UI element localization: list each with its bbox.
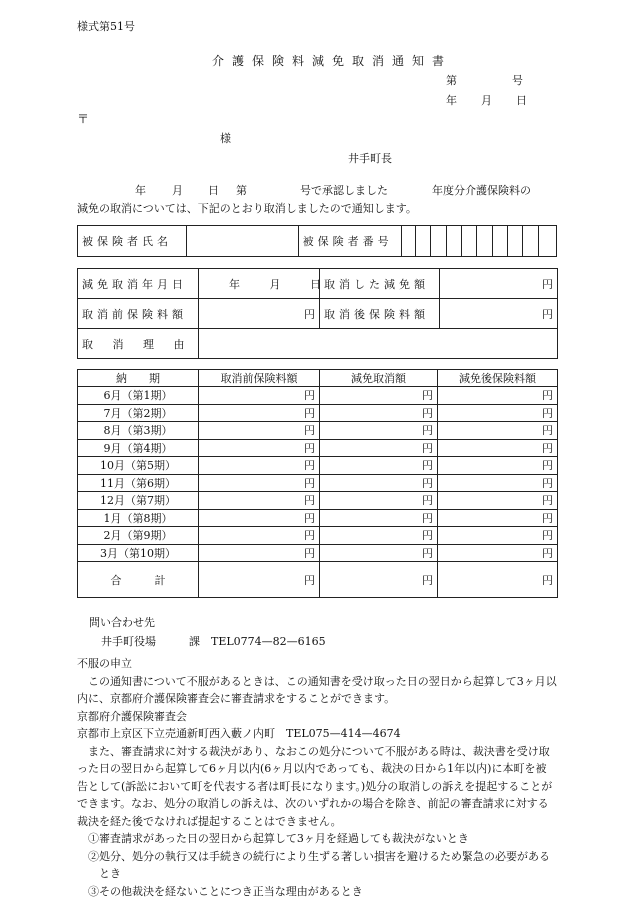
table-row: [78, 387, 558, 405]
amount-cell[interactable]: [438, 474, 558, 492]
yen-unit: 円: [304, 494, 315, 508]
amount-cell[interactable]: [320, 509, 438, 527]
total-label: 合 計: [78, 562, 199, 598]
cancel-date-month: 月: [269, 277, 281, 291]
amount-cell[interactable]: [438, 439, 558, 457]
yen-unit: 円: [304, 529, 315, 543]
insured-number-digit[interactable]: [446, 226, 461, 257]
amount-cell[interactable]: [199, 509, 320, 527]
yen-unit: 円: [422, 494, 433, 508]
yen-unit: 円: [304, 459, 315, 473]
period-label: 1月（第8期）: [78, 509, 199, 527]
yen-unit: 円: [422, 476, 433, 490]
yen-unit: 円: [422, 573, 433, 587]
total-row: [78, 562, 558, 598]
after-amount-value[interactable]: [440, 299, 558, 329]
amount-cell[interactable]: [438, 509, 558, 527]
amount-cell[interactable]: [199, 422, 320, 440]
cancelled-amount-value[interactable]: [440, 269, 558, 299]
document-title: 介護保険料減免取消通知書: [212, 54, 453, 68]
amount-cell[interactable]: [438, 492, 558, 510]
cancel-header: 減免取消額: [320, 370, 438, 387]
periods-table: [77, 369, 558, 598]
before-amount-value[interactable]: [199, 299, 320, 329]
yen-unit: 円: [422, 529, 433, 543]
date-month: 月: [481, 94, 492, 107]
amount-cell[interactable]: [320, 422, 438, 440]
total-cell[interactable]: [320, 562, 438, 598]
yen-unit: 円: [542, 546, 553, 560]
table-row: [78, 404, 558, 422]
insured-name-value[interactable]: [187, 226, 298, 257]
doc-number-prefix: 第: [446, 74, 457, 87]
amount-cell[interactable]: [438, 544, 558, 562]
yen-unit: 円: [304, 389, 315, 403]
cancel-date-label: 減免取消年月日: [78, 269, 199, 299]
period-label: 9月（第4期）: [78, 439, 199, 457]
intro-year: 年: [135, 184, 146, 197]
appeal-item-2: ②処分、処分の執行又は手続きの続行により生ずる著しい損害を避けるため緊急の必要があるとき: [88, 849, 550, 880]
amount-cell[interactable]: [320, 527, 438, 545]
after-header: 減免後保険料額: [438, 370, 558, 387]
intro-no-suffix: 号で承認しました: [300, 184, 388, 197]
appeal-heading: 不服の申立: [77, 657, 132, 670]
yen-unit: 円: [422, 389, 433, 403]
info-table: [77, 268, 558, 359]
total-cell[interactable]: [199, 562, 320, 598]
period-label: 7月（第2期）: [78, 404, 199, 422]
table-row: [78, 509, 558, 527]
amount-cell[interactable]: [438, 387, 558, 405]
reason-value[interactable]: [199, 329, 558, 359]
insured-number-digit[interactable]: [523, 226, 538, 257]
form-number: 様式第51号: [77, 20, 135, 33]
amount-cell[interactable]: [438, 527, 558, 545]
yen-unit: 円: [304, 406, 315, 420]
date-day: 日: [516, 94, 527, 107]
table-row: [78, 527, 558, 545]
amount-cell[interactable]: [199, 457, 320, 475]
cancel-date-value[interactable]: [199, 269, 320, 299]
appeal-para2: また、審査請求に対する裁決があり、なおこの処分について不服がある時は、裁決書を受け取った日の翌日から起算して6ヶ月以内(6ヶ月以内であっても、裁決の日から1年以内)に本町を被告として(訴訟において町を代表する者は町長になります。)処分の取消しの訴えを提起することができます。なお、処分の取消しの訴えは、次のいずれかの場合を除き、前記の審査請求に対する裁決を経た後でなければ提起することはできません。: [77, 744, 553, 828]
insured-number-digit[interactable]: [477, 226, 492, 257]
amount-cell[interactable]: [438, 422, 558, 440]
period-label: 11月（第6期）: [78, 474, 199, 492]
period-label: 10月（第5期）: [78, 457, 199, 475]
period-label: 3月（第10期）: [78, 544, 199, 562]
yen-unit: 円: [422, 406, 433, 420]
period-label: 12月（第7期）: [78, 492, 199, 510]
appeal-council: 京都府介護保険審査会: [77, 709, 187, 723]
amount-cell[interactable]: [199, 474, 320, 492]
amount-cell[interactable]: [438, 457, 558, 475]
before-header: 取消前保険料額: [199, 370, 320, 387]
cancel-date-year: 年: [229, 277, 240, 291]
issuer: 井手町長: [348, 152, 392, 165]
yen-unit: 円: [304, 511, 315, 525]
insured-number-digit[interactable]: [492, 226, 507, 257]
yen-unit: 円: [304, 441, 315, 455]
amount-cell[interactable]: [320, 457, 438, 475]
yen-unit: 円: [542, 389, 553, 403]
yen-unit: 円: [542, 494, 553, 508]
yen-unit: 円: [304, 546, 315, 560]
amount-cell[interactable]: [320, 439, 438, 457]
appeal-para1: この通知書について不服があるときは、この通知書を受け取った日の翌日から起算して3ヶ月以内に、京都府介護保険審査会に審査請求をすることができます。: [77, 674, 557, 705]
table-row: [78, 439, 558, 457]
amount-cell[interactable]: [199, 492, 320, 510]
yen-unit: 円: [542, 511, 553, 525]
period-label: 2月（第9期）: [78, 527, 199, 545]
doc-number-suffix: 号: [512, 74, 523, 87]
insured-number-digit[interactable]: [461, 226, 476, 257]
amount-cell[interactable]: [320, 404, 438, 422]
yen-unit: 円: [542, 476, 553, 490]
amount-cell[interactable]: [199, 387, 320, 405]
total-cell[interactable]: [438, 562, 558, 598]
after-amount-label: 取消後保険料額: [320, 299, 440, 329]
yen-unit: 円: [422, 546, 433, 560]
intro-tail: 年度分介護保険料の: [432, 184, 531, 197]
period-header: 納 期: [78, 370, 199, 387]
insured-number-digit[interactable]: [538, 226, 556, 257]
yen-unit: 円: [304, 307, 315, 321]
amount-cell[interactable]: [320, 474, 438, 492]
yen-unit: 円: [422, 459, 433, 473]
intro-day: 日: [208, 184, 219, 197]
table-row: [78, 422, 558, 440]
amount-cell[interactable]: [199, 544, 320, 562]
reason-label: 取 消 理 由: [78, 329, 199, 359]
table-row: [78, 474, 558, 492]
table-row: [78, 492, 558, 510]
insured-number-label: 被保険者番号: [298, 226, 401, 257]
date-year: 年: [446, 94, 457, 107]
postal-mark: 〒: [77, 112, 90, 126]
intro-line2: 減免の取消については、下記のとおり取消しましたので通知します。: [77, 202, 417, 215]
amount-cell[interactable]: [320, 492, 438, 510]
yen-unit: 円: [542, 406, 553, 420]
amount-cell[interactable]: [199, 527, 320, 545]
yen-unit: 円: [542, 424, 553, 438]
addressee-suffix: 様: [220, 132, 231, 145]
amount-cell[interactable]: [199, 439, 320, 457]
amount-cell[interactable]: [438, 404, 558, 422]
contact-heading: 問い合わせ先: [89, 616, 155, 629]
insured-number-digit[interactable]: [507, 226, 522, 257]
yen-unit: 円: [422, 511, 433, 525]
yen-unit: 円: [542, 277, 553, 291]
appeal-item-3: ③その他裁決を経ないことにつき正当な理由があるとき: [88, 884, 363, 898]
insured-table: [77, 225, 557, 257]
yen-unit: 円: [542, 441, 553, 455]
period-label: 6月（第1期）: [78, 387, 199, 405]
amount-cell[interactable]: [320, 387, 438, 405]
amount-cell[interactable]: [320, 544, 438, 562]
appeal-item-1: ①審査請求があった日の翌日から起算して3ヶ月を経過しても裁決がないとき: [88, 832, 469, 845]
insured-number-digit[interactable]: [416, 226, 431, 257]
insured-number-digit[interactable]: [431, 226, 446, 257]
period-label: 8月（第3期）: [78, 422, 199, 440]
yen-unit: 円: [542, 529, 553, 543]
yen-unit: 円: [542, 307, 553, 321]
appeal-address: 京都市上京区下立売通新町西入藪ノ内町 TEL075—414—4674: [77, 727, 401, 740]
yen-unit: 円: [422, 424, 433, 438]
before-amount-label: 取消前保険料額: [78, 299, 199, 329]
insured-number-digit[interactable]: [401, 226, 415, 257]
yen-unit: 円: [542, 573, 553, 587]
appeal-section: [77, 655, 557, 900]
yen-unit: 円: [422, 441, 433, 455]
amount-cell[interactable]: [199, 404, 320, 422]
intro-month: 月: [172, 184, 183, 197]
table-row: [78, 544, 558, 562]
contact-office: 井手町役場 課 TEL0774—82—6165: [101, 635, 326, 648]
yen-unit: 円: [304, 424, 315, 438]
yen-unit: 円: [304, 476, 315, 490]
cancelled-amount-label: 取消した減免額: [320, 269, 440, 299]
intro-no-prefix: 第: [236, 184, 247, 197]
yen-unit: 円: [542, 459, 553, 473]
table-row: [78, 457, 558, 475]
insured-name-label: 被保険者氏名: [78, 226, 187, 257]
cancel-date-day: 日: [310, 277, 321, 291]
yen-unit: 円: [304, 573, 315, 587]
